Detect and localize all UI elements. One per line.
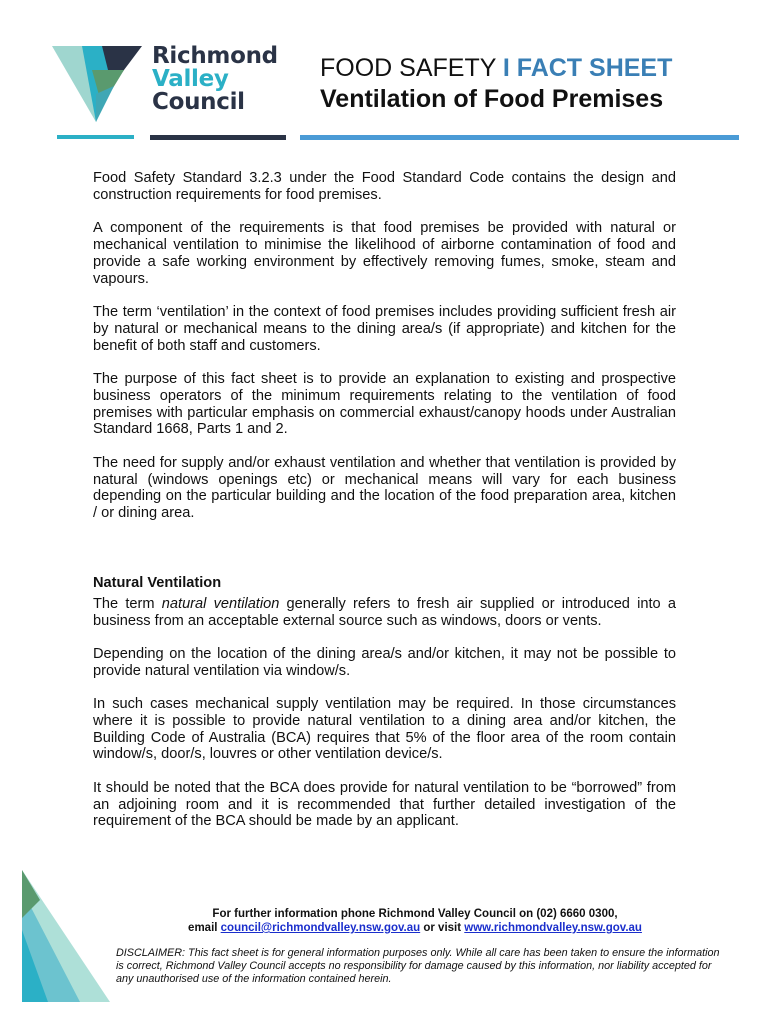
body-paragraph: It should be noted that the BCA does provide for natural ventilation to be “borrowed” from an adjoining room and it is recommended that further detailed investigation of the requirement of the BCA should be made by an applicant. bbox=[93, 779, 676, 830]
body-paragraph: The need for supply and/or exhaust ventilation and whether that ventilation is provided by natural (windows openings etc) or mechanical means will vary for each business depending on the particular building and the location of the food preparation area, kitchen / or dining area. bbox=[93, 454, 676, 522]
section-heading-natural-ventilation: Natural Ventilation bbox=[93, 574, 222, 591]
header-title-prefix: FOOD SAFETY bbox=[320, 54, 503, 82]
body-paragraph: A component of the requirements is that food premises be provided with natural or mechanical ventilation to minimise the likelihood of airborne contamination of food and provide a safe working environment by effectively removing fumes, smoke, steam and vapours. bbox=[93, 220, 676, 287]
natural-intro-start: The term bbox=[93, 595, 162, 612]
logo-line-3: Council bbox=[152, 89, 245, 115]
footer-phone-line: For further information phone Richmond Valley Council on (02) 6660 0300, bbox=[212, 908, 618, 920]
header-rule-navy bbox=[150, 135, 286, 140]
logo-line-2: Valley bbox=[152, 66, 229, 92]
footer-visit-text: or visit bbox=[420, 922, 465, 934]
document-body bbox=[93, 170, 676, 847]
disclaimer-text: DISCLAIMER: This fact sheet is for general information purposes only. While all care has been taken to ensure the information is correct, Richmond Valley Council accepts no responsibility for damage caused by this information, nor liability accepted for any unauthorised use of the information contained herein. bbox=[116, 947, 720, 985]
header-title-accent: I FACT SHEET bbox=[502, 54, 673, 82]
body-paragraph: In such cases mechanical supply ventilation may be required. In those circumstances where it is possible to provide natural ventilation to a dining area and/or kitchen, the Building Code of Australia (BCA) requires that 5% of the floor area of the room contain window/s, door/s, louvres or other ventilation device/s. bbox=[93, 696, 676, 763]
footer-links-line bbox=[110, 921, 720, 935]
natural-intro-paragraph bbox=[93, 596, 676, 630]
natural-intro-end: generally refers to fresh air supplied or introduced into a business from an acceptable external source such as windows, doors or vents. bbox=[93, 595, 676, 629]
footer-email-prefix: email bbox=[188, 922, 221, 934]
body-paragraph: The term ‘ventilation’ in the context of food premises includes providing sufficient fresh air by natural or mechanical means to the dining area/s (if appropriate) and kitchen for the benefit of both staff and customers. bbox=[93, 303, 676, 354]
body-paragraph: The purpose of this fact sheet is to provide an explanation to existing and prospective business operators of the minimum requirements relating to the ventilation of food premises with particular emphasis on commercial exhaust/canopy hoods under Australian Standard 1668, Parts 1 and 2. bbox=[93, 370, 676, 438]
footer-contact bbox=[110, 907, 720, 935]
header-rule-blue bbox=[300, 135, 739, 140]
logo-line-1: Richmond bbox=[152, 43, 278, 69]
corner-decoration bbox=[0, 870, 110, 1002]
body-paragraph: Food Safety Standard 3.2.3 under the Food Standard Code contains the design and construction requirements for food premises. bbox=[93, 170, 676, 203]
body-paragraph: Depending on the location of the dining area/s and/or kitchen, it may not be possible to provide natural ventilation via window/s. bbox=[93, 645, 676, 679]
email-link[interactable]: council@richmondvalley.nsw.gov.au bbox=[220, 922, 421, 934]
page-title: Ventilation of Food Premises bbox=[320, 85, 664, 113]
website-link[interactable]: www.richmondvalley.nsw.gov.au bbox=[464, 922, 642, 934]
logo-wordmark bbox=[152, 45, 278, 114]
header-rule-teal bbox=[57, 135, 134, 139]
natural-intro-term: natural ventilation bbox=[161, 595, 280, 612]
header-title bbox=[320, 54, 672, 83]
